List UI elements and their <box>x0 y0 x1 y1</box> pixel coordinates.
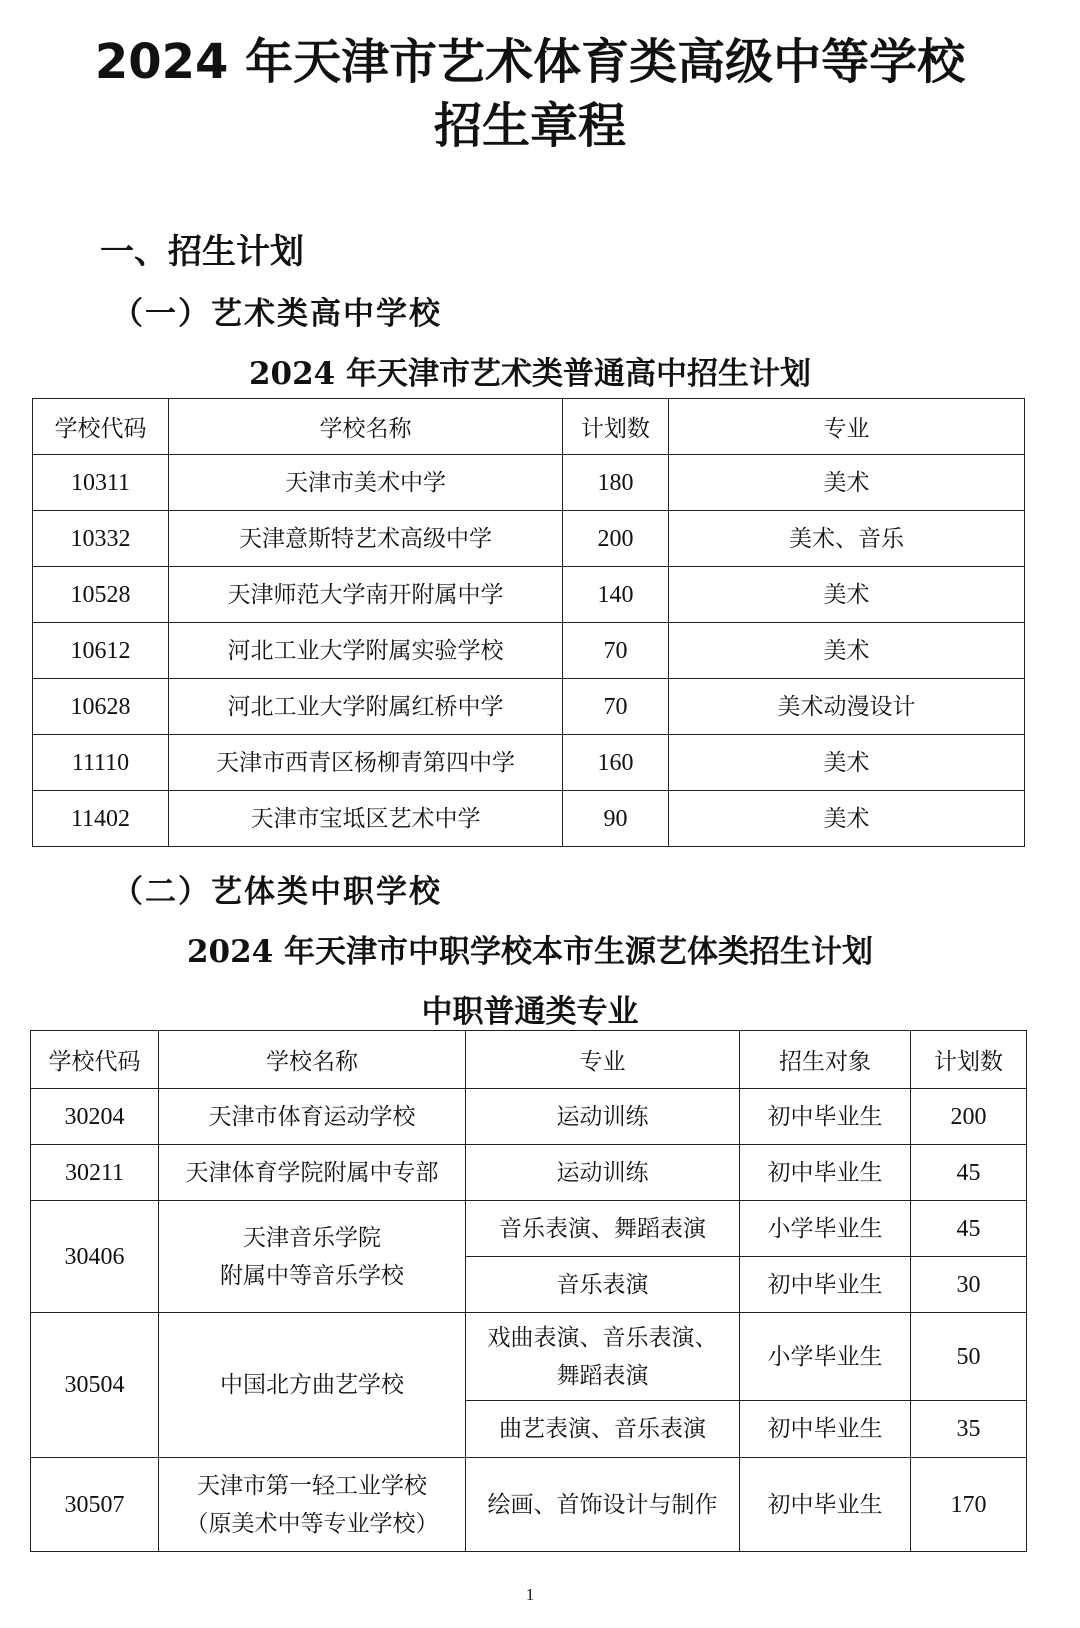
target-cell: 初中毕业生 <box>740 1401 911 1458</box>
plan-count-cell: 70 <box>563 679 669 735</box>
school-name-line: 天津音乐学院 <box>243 1224 381 1251</box>
major-cell: 曲艺表演、音乐表演 <box>466 1401 740 1458</box>
column-header-code: 学校代码 <box>33 399 169 455</box>
plan-count-cell: 170 <box>911 1458 1027 1552</box>
school-name-line: （原美术中等专业学校） <box>185 1510 439 1537</box>
table1-caption: 2024 年天津市艺术类普通高中招生计划 <box>248 356 812 392</box>
school-name-cell: 天津市宝坻区艺术中学 <box>169 791 563 847</box>
major-cell: 美术 <box>669 567 1025 623</box>
major-cell: 美术、音乐 <box>669 511 1025 567</box>
table-row <box>31 1089 1027 1145</box>
school-code-cell: 11110 <box>33 735 169 791</box>
target-cell: 初中毕业生 <box>740 1458 911 1552</box>
plan-count-cell: 30 <box>911 1257 1027 1313</box>
school-code-cell: 30204 <box>31 1089 159 1145</box>
plan-count-cell: 200 <box>911 1089 1027 1145</box>
school-name-cell: 天津市西青区杨柳青第四中学 <box>169 735 563 791</box>
school-name-cell: 天津师范大学南开附属中学 <box>169 567 563 623</box>
plan-count-cell: 160 <box>563 735 669 791</box>
column-header-target: 招生对象 <box>740 1031 911 1089</box>
target-cell: 小学毕业生 <box>740 1313 911 1401</box>
major-cell: 音乐表演、舞蹈表演 <box>466 1201 740 1257</box>
school-code-cell: 10332 <box>33 511 169 567</box>
table2-caption-line2: 中职普通类专业 <box>421 994 639 1030</box>
column-header-name: 学校名称 <box>169 399 563 455</box>
school-code-cell: 10612 <box>33 623 169 679</box>
table-row <box>31 1458 1027 1552</box>
table-row <box>33 455 1025 511</box>
plan-count-cell: 200 <box>563 511 669 567</box>
column-header-name: 学校名称 <box>159 1031 466 1089</box>
plan-count-cell: 140 <box>563 567 669 623</box>
school-code-cell: 10628 <box>33 679 169 735</box>
major-line: 舞蹈表演 <box>556 1362 649 1389</box>
school-name-cell: 天津体育学院附属中专部 <box>159 1145 466 1201</box>
table-header-row <box>31 1031 1027 1089</box>
table-row <box>33 735 1025 791</box>
column-header-major: 专业 <box>466 1031 740 1089</box>
school-name-cell: 河北工业大学附属红桥中学 <box>169 679 563 735</box>
subsection-heading-art-high-schools: （一）艺术类高中学校 <box>112 296 442 332</box>
target-cell: 小学毕业生 <box>740 1201 911 1257</box>
column-header-major: 专业 <box>669 399 1025 455</box>
major-line: 戏曲表演、音乐表演、 <box>487 1324 718 1351</box>
column-header-plan: 计划数 <box>911 1031 1027 1089</box>
major-cell: 美术 <box>669 735 1025 791</box>
school-name-cell <box>159 1201 466 1313</box>
major-cell: 美术 <box>669 455 1025 511</box>
school-name-cell: 河北工业大学附属实验学校 <box>169 623 563 679</box>
table-row <box>33 567 1025 623</box>
plan-count-cell: 90 <box>563 791 669 847</box>
school-name-cell: 天津意斯特艺术高级中学 <box>169 511 563 567</box>
table-row <box>33 791 1025 847</box>
plan-count-cell: 35 <box>911 1401 1027 1458</box>
major-cell: 运动训练 <box>466 1089 740 1145</box>
school-name-cell: 天津市美术中学 <box>169 455 563 511</box>
school-name-line: 天津市第一轻工业学校 <box>197 1472 427 1499</box>
school-name-cell <box>159 1458 466 1552</box>
school-name-cell: 天津市体育运动学校 <box>159 1089 466 1145</box>
major-cell: 绘画、首饰设计与制作 <box>466 1458 740 1552</box>
table-row <box>31 1201 1027 1257</box>
school-code-cell: 10311 <box>33 455 169 511</box>
major-cell <box>466 1313 740 1401</box>
target-cell: 初中毕业生 <box>740 1145 911 1201</box>
school-code-cell: 30211 <box>31 1145 159 1201</box>
plan-count-cell: 45 <box>911 1145 1027 1201</box>
plan-count-cell: 50 <box>911 1313 1027 1401</box>
school-code-cell: 30507 <box>31 1458 159 1552</box>
major-cell: 美术动漫设计 <box>669 679 1025 735</box>
document-title-line1: 2024 年天津市艺术体育类高级中等学校 <box>94 34 966 90</box>
table-header-row <box>33 399 1025 455</box>
page-number: 1 <box>525 1585 535 1604</box>
table-row <box>33 679 1025 735</box>
table-row <box>31 1313 1027 1401</box>
plan-count-cell: 180 <box>563 455 669 511</box>
table-row <box>33 623 1025 679</box>
table2-caption-line1: 2024 年天津市中职学校本市生源艺体类招生计划 <box>186 934 874 970</box>
major-cell: 音乐表演 <box>466 1257 740 1313</box>
plan-count-cell: 70 <box>563 623 669 679</box>
school-code-cell: 10528 <box>33 567 169 623</box>
table-row <box>33 511 1025 567</box>
vocational-school-plan-table <box>30 1030 1027 1552</box>
major-cell: 运动训练 <box>466 1145 740 1201</box>
table-row <box>31 1145 1027 1201</box>
school-name-cell: 中国北方曲艺学校 <box>159 1313 466 1458</box>
school-code-cell: 11402 <box>33 791 169 847</box>
school-code-cell: 30406 <box>31 1201 159 1313</box>
school-name-line: 附属中等音乐学校 <box>220 1262 404 1289</box>
major-cell: 美术 <box>669 623 1025 679</box>
document-title-line2: 招生章程 <box>433 98 626 154</box>
column-header-code: 学校代码 <box>31 1031 159 1089</box>
plan-count-cell: 45 <box>911 1201 1027 1257</box>
section-heading-enrollment-plan: 一、招生计划 <box>100 232 304 272</box>
column-header-plan: 计划数 <box>563 399 669 455</box>
major-cell: 美术 <box>669 791 1025 847</box>
art-high-school-plan-table <box>32 398 1025 847</box>
target-cell: 初中毕业生 <box>740 1257 911 1313</box>
subsection-heading-vocational-schools: （二）艺体类中职学校 <box>112 874 442 910</box>
school-code-cell: 30504 <box>31 1313 159 1458</box>
target-cell: 初中毕业生 <box>740 1089 911 1145</box>
